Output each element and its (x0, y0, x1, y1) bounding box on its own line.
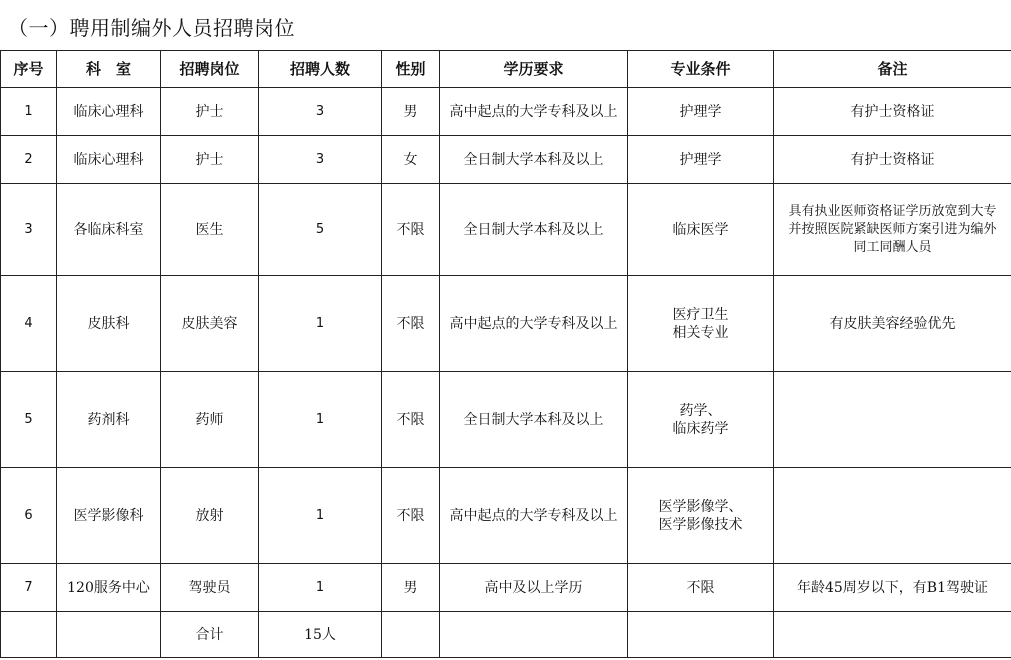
cell-gender: 不限 (382, 184, 440, 276)
cell-gender: 不限 (382, 372, 440, 468)
cell-gender: 不限 (382, 468, 440, 564)
cell-post: 护士 (161, 88, 259, 136)
cell-education: 高中起点的大学专科及以上 (440, 276, 628, 372)
header-post: 招聘岗位 (161, 51, 259, 88)
cell-count: 1 (259, 564, 382, 612)
cell-major: 医疗卫生 相关专业 (628, 276, 774, 372)
recruitment-table (0, 50, 1011, 658)
cell-dept: 各临床科室 (57, 184, 161, 276)
cell-count: 5 (259, 184, 382, 276)
cell-post: 医生 (161, 184, 259, 276)
cell-major: 护理学 (628, 136, 774, 184)
table-row (1, 564, 1011, 612)
table-row (1, 136, 1011, 184)
cell-no: 7 (1, 564, 57, 612)
table-row (1, 184, 1011, 276)
cell-empty (1, 612, 57, 658)
cell-dept: 药剂科 (57, 372, 161, 468)
header-major: 专业条件 (628, 51, 774, 88)
cell-post: 药师 (161, 372, 259, 468)
header-remark: 备注 (774, 51, 1011, 88)
cell-count: 1 (259, 372, 382, 468)
cell-no: 3 (1, 184, 57, 276)
cell-no: 2 (1, 136, 57, 184)
cell-remark: 年龄45周岁以下，有B1驾驶证 (774, 564, 1011, 612)
cell-remark: 有护士资格证 (774, 88, 1011, 136)
header-count: 招聘人数 (259, 51, 382, 88)
cell-education: 全日制大学本科及以上 (440, 136, 628, 184)
cell-count: 3 (259, 88, 382, 136)
cell-major: 不限 (628, 564, 774, 612)
header-dept: 科 室 (57, 51, 161, 88)
cell-post: 皮肤美容 (161, 276, 259, 372)
cell-dept: 120服务中心 (57, 564, 161, 612)
cell-count: 1 (259, 468, 382, 564)
cell-post: 驾驶员 (161, 564, 259, 612)
header-gender: 性别 (382, 51, 440, 88)
cell-gender: 男 (382, 564, 440, 612)
cell-remark: 有皮肤美容经验优先 (774, 276, 1011, 372)
cell-major: 医学影像学、 医学影像技术 (628, 468, 774, 564)
cell-empty (440, 612, 628, 658)
cell-education: 全日制大学本科及以上 (440, 372, 628, 468)
header-education: 学历要求 (440, 51, 628, 88)
total-count: 15人 (259, 612, 382, 658)
total-row (1, 612, 1011, 658)
cell-dept: 临床心理科 (57, 88, 161, 136)
cell-no: 4 (1, 276, 57, 372)
cell-gender: 女 (382, 136, 440, 184)
page-title: （一）聘用制编外人员招聘岗位 (8, 16, 295, 40)
cell-count: 1 (259, 276, 382, 372)
table-row (1, 468, 1011, 564)
cell-gender: 男 (382, 88, 440, 136)
cell-dept: 皮肤科 (57, 276, 161, 372)
total-label: 合计 (161, 612, 259, 658)
cell-empty (57, 612, 161, 658)
cell-post: 护士 (161, 136, 259, 184)
cell-count: 3 (259, 136, 382, 184)
cell-empty (774, 612, 1011, 658)
cell-empty (382, 612, 440, 658)
cell-no: 6 (1, 468, 57, 564)
table-row (1, 88, 1011, 136)
cell-education: 高中起点的大学专科及以上 (440, 88, 628, 136)
cell-major: 药学、 临床药学 (628, 372, 774, 468)
table-row (1, 372, 1011, 468)
cell-major: 临床医学 (628, 184, 774, 276)
table-row (1, 276, 1011, 372)
header-row (1, 51, 1011, 88)
cell-dept: 临床心理科 (57, 136, 161, 184)
cell-gender: 不限 (382, 276, 440, 372)
cell-dept: 医学影像科 (57, 468, 161, 564)
cell-no: 5 (1, 372, 57, 468)
cell-no: 1 (1, 88, 57, 136)
cell-post: 放射 (161, 468, 259, 564)
cell-remark: 具有执业医师资格证学历放宽到大专 并按照医院紧缺医师方案引进为编外 同工同酬人员 (774, 184, 1011, 276)
cell-remark (774, 468, 1011, 564)
cell-remark: 有护士资格证 (774, 136, 1011, 184)
cell-remark (774, 372, 1011, 468)
cell-education: 全日制大学本科及以上 (440, 184, 628, 276)
cell-empty (628, 612, 774, 658)
cell-education: 高中及以上学历 (440, 564, 628, 612)
cell-major: 护理学 (628, 88, 774, 136)
header-no: 序号 (1, 51, 57, 88)
cell-education: 高中起点的大学专科及以上 (440, 468, 628, 564)
